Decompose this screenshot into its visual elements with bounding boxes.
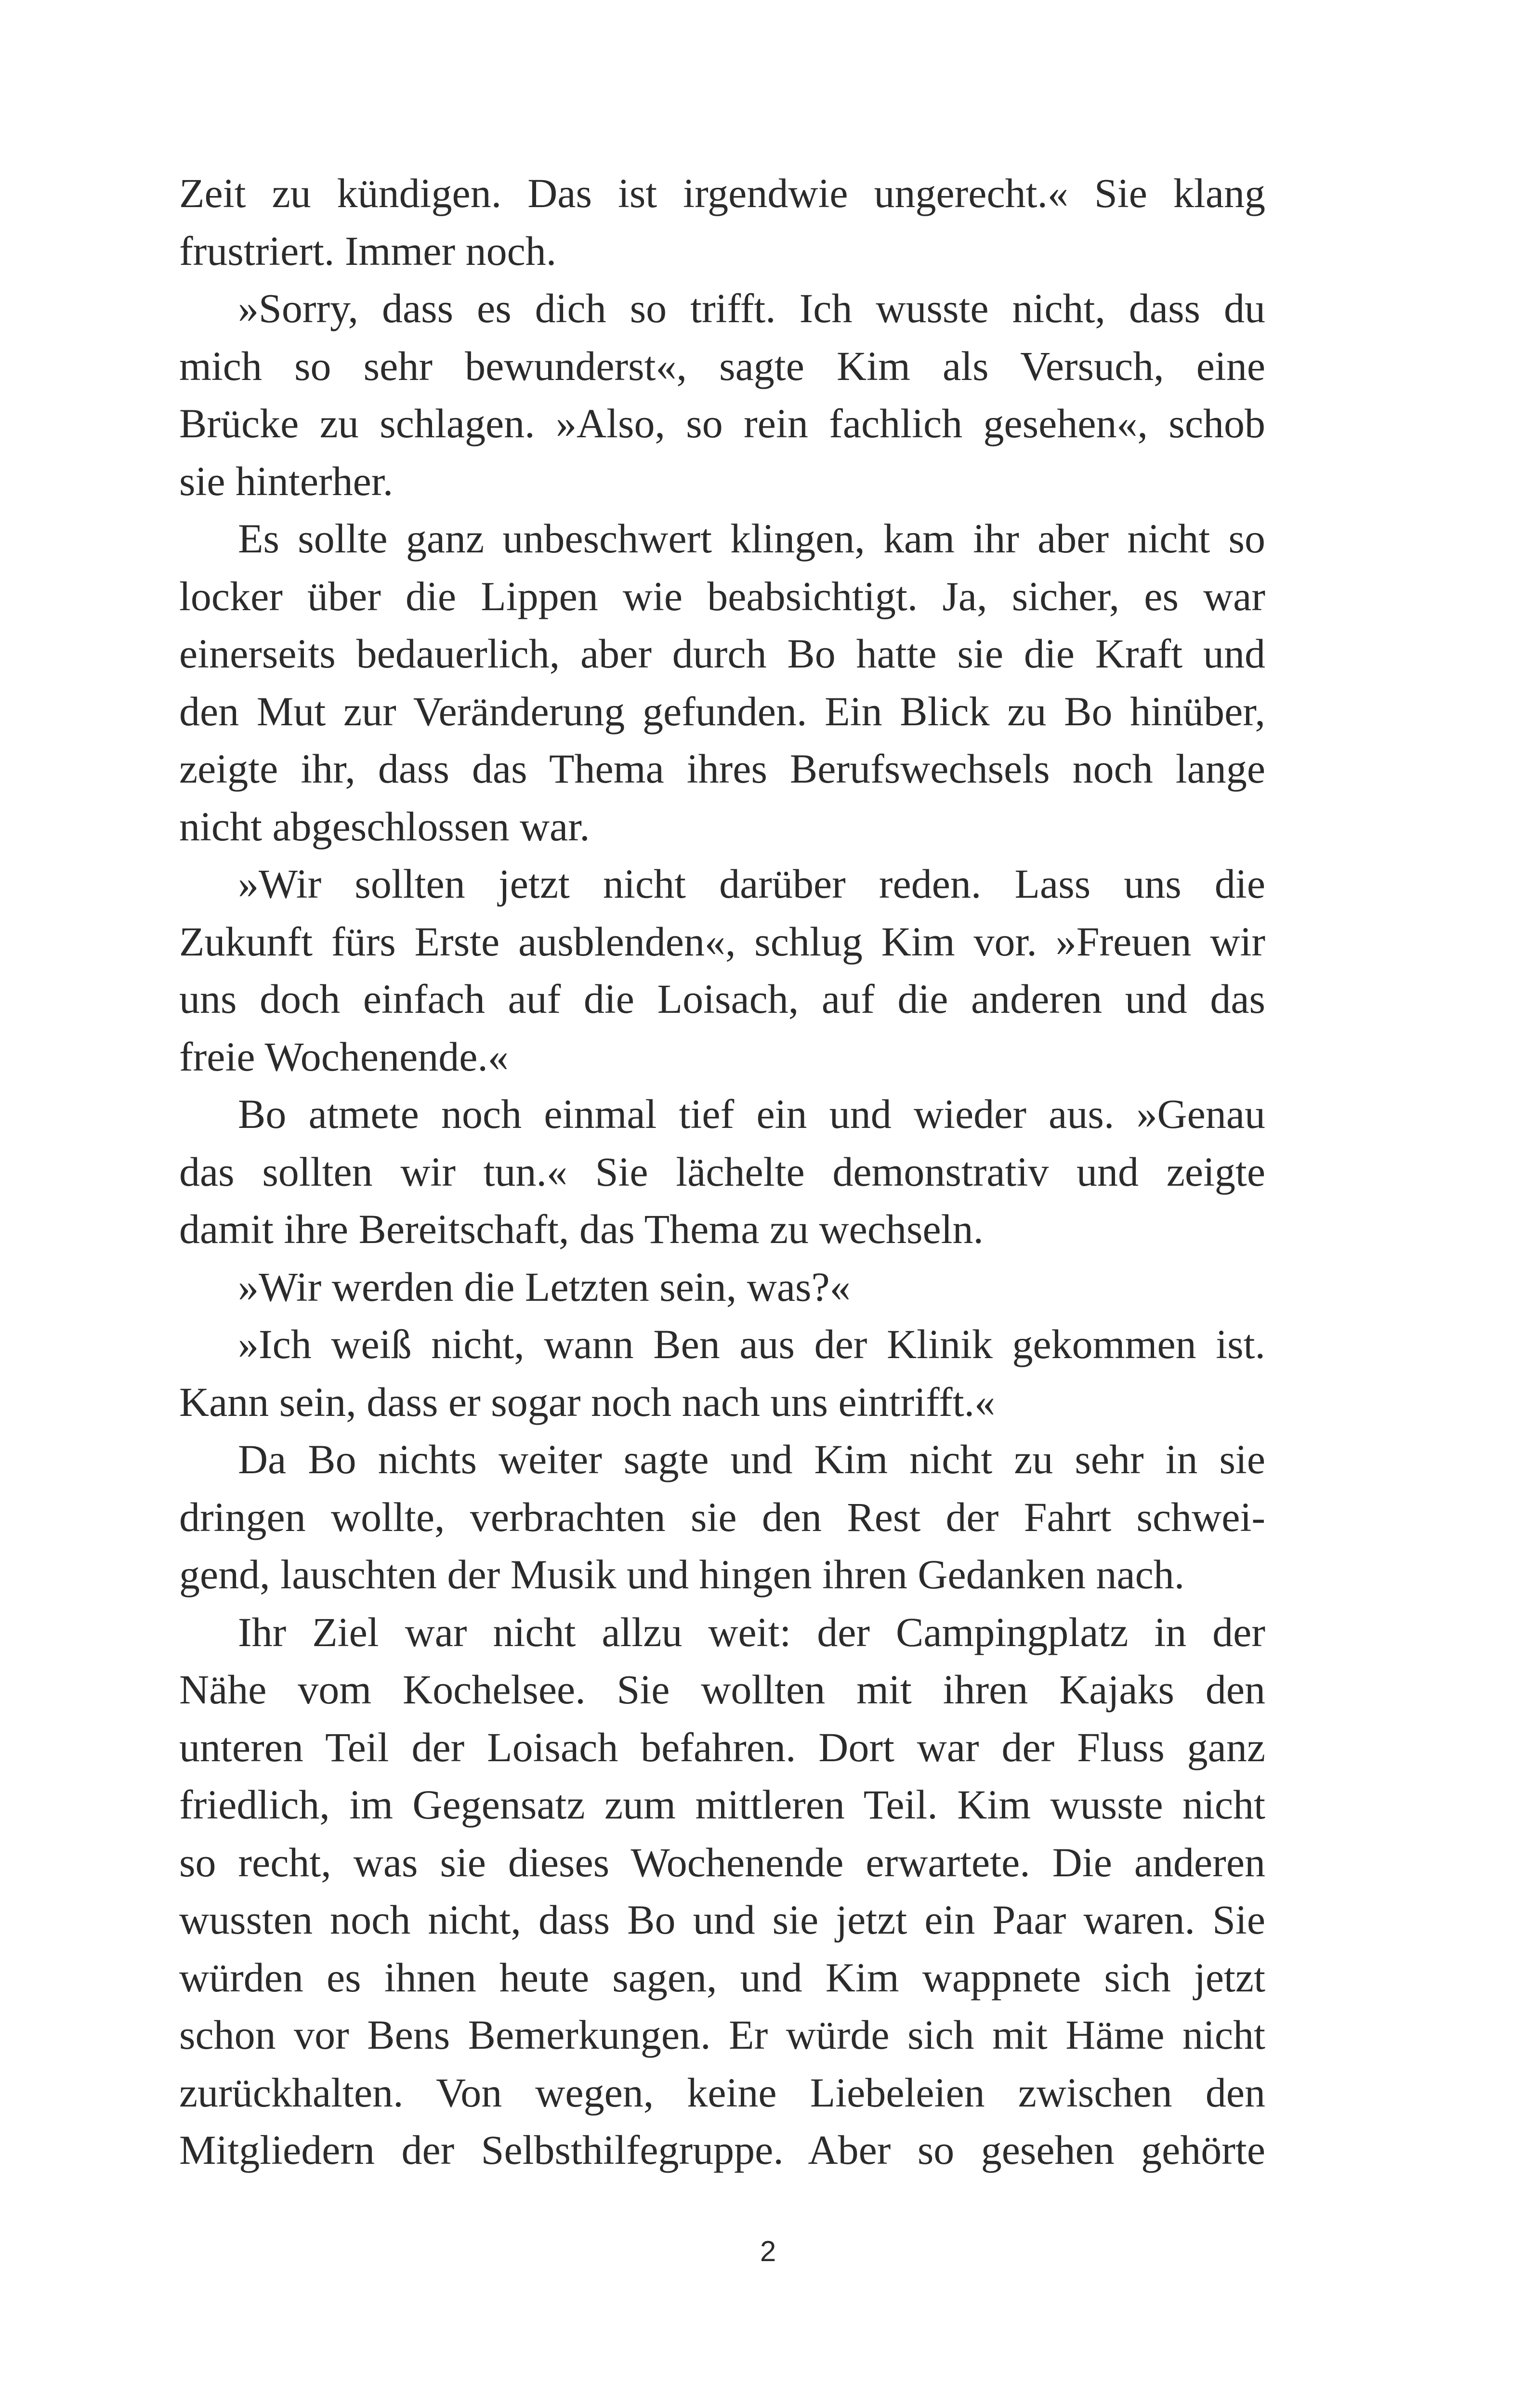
text-line: friedlich, im Gegensatz zum mittleren Teil. Kim wusste nicht	[179, 1781, 1265, 1828]
text-line: Da Bo nichts weiter sagte und Kim nicht zu sehr in sie	[238, 1436, 1265, 1482]
text-line: so recht, was sie dieses Wochenende erwartete. Die anderen	[179, 1839, 1265, 1885]
text-line: nicht abgeschlossen war.	[179, 803, 590, 850]
text-line: locker über die Lippen wie beabsichtigt. Ja, sicher, es war	[179, 573, 1265, 619]
body-text	[179, 165, 1265, 2179]
text-line: uns doch einfach auf die Loisach, auf die anderen und das	[179, 976, 1265, 1022]
text-line: zurückhalten. Von wegen, keine Liebeleien zwischen den	[179, 2069, 1265, 2116]
text-line: »Ich weiß nicht, wann Ben aus der Klinik gekommen ist.	[238, 1321, 1265, 1367]
text-line: mich so sehr bewunderst«, sagte Kim als Versuch, eine	[179, 342, 1265, 389]
text-line: sie hinterher.	[179, 458, 394, 504]
text-line: Ihr Ziel war nicht allzu weit: der Campingplatz in der	[238, 1609, 1265, 1655]
text-line: »Sorry, dass es dich so trifft. Ich wusste nicht, dass du	[238, 285, 1265, 331]
page-number: 2	[760, 2235, 776, 2267]
text-line: gend, lauschten der Musik und hingen ihren Gedanken nach.	[179, 1551, 1185, 1597]
text-line: Brücke zu schlagen. »Also, so rein fachlich gesehen«, schob	[179, 400, 1265, 446]
text-line: Bo atmete noch einmal tief ein und wieder aus. »Genau	[238, 1091, 1265, 1137]
text-line: Zeit zu kündigen. Das ist irgendwie ungerecht.« Sie klang	[179, 170, 1265, 216]
text-line: damit ihre Bereitschaft, das Thema zu wechseln.	[179, 1206, 984, 1252]
text-line: Nähe vom Kochelsee. Sie wollten mit ihren Kajaks den	[179, 1666, 1265, 1713]
text-line: unteren Teil der Loisach befahren. Dort war der Fluss ganz	[179, 1724, 1265, 1770]
text-line: den Mut zur Veränderung gefunden. Ein Blick zu Bo hinüber,	[179, 688, 1265, 734]
text-line: würden es ihnen heute sagen, und Kim wappnete sich jetzt	[179, 1954, 1265, 2001]
text-line: »Wir sollten jetzt nicht darüber reden. Lass uns die	[238, 861, 1265, 907]
text-line: das sollten wir tun.« Sie lächelte demonstrativ und zeigte	[179, 1148, 1265, 1195]
text-line: einerseits bedauerlich, aber durch Bo hatte sie die Kraft und	[179, 630, 1265, 677]
text-line: freie Wochenende.«	[179, 1033, 509, 1080]
text-line: Mitgliedern der Selbsthilfegruppe. Aber so gesehen gehörte	[179, 2127, 1265, 2173]
text-line: frustriert. Immer noch.	[179, 227, 557, 274]
text-line: zeigte ihr, dass das Thema ihres Berufswechsels noch lange	[179, 746, 1265, 792]
text-line: wussten noch nicht, dass Bo und sie jetzt ein Paar waren. Sie	[179, 1897, 1265, 1943]
text-line: dringen wollte, verbrachten sie den Rest der Fahrt schwei-	[179, 1493, 1265, 1540]
text-line: Kann sein, dass er sogar noch nach uns eintrifft.«	[179, 1378, 996, 1425]
text-line: Es sollte ganz unbeschwert klingen, kam ihr aber nicht so	[238, 515, 1265, 562]
text-line: Zukunft fürs Erste ausblenden«, schlug Kim vor. »Freuen wir	[179, 918, 1265, 965]
text-line: »Wir werden die Letzten sein, was?«	[238, 1263, 851, 1310]
text-line: schon vor Bens Bemerkungen. Er würde sich mit Häme nicht	[179, 2012, 1265, 2058]
